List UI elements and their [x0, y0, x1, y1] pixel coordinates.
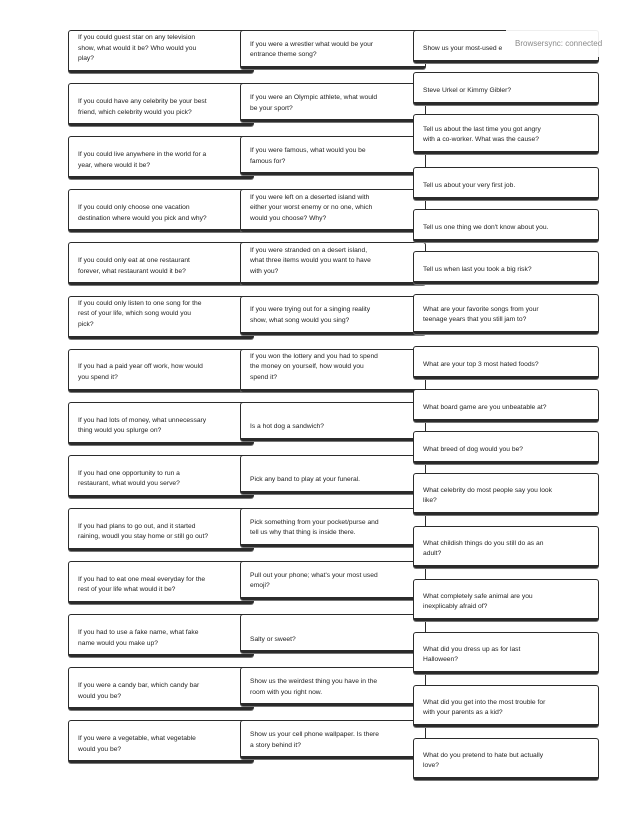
question-text: If you won the lottery and you had to spend the money on yourself, how would you spend it? [250, 352, 378, 381]
question-card[interactable] [413, 114, 599, 154]
question-card[interactable] [68, 614, 254, 657]
question-text: What completely safe animal are you inexplicably afraid of? [423, 592, 533, 611]
question-card[interactable] [68, 242, 254, 285]
question-card[interactable] [413, 389, 599, 422]
question-card[interactable] [240, 189, 426, 232]
question-text: What celebrity do most people say you look like? [423, 486, 552, 505]
question-text: Steve Urkel or Kimmy Gibler? [423, 87, 512, 95]
question-text: What childish things do you still do as an adult? [423, 539, 544, 558]
question-card[interactable] [240, 136, 426, 175]
question-card[interactable] [240, 242, 426, 285]
question-text: If you were left on a deserted island with either your worst enemy or no one, which would you choose? Why? [250, 193, 373, 222]
question-card[interactable] [413, 72, 599, 105]
question-card[interactable] [240, 720, 426, 759]
question-text: Pull out your phone; what's your most used emoji? [250, 571, 378, 590]
question-text: If you had one opportunity to run a restaurant, what would you serve? [78, 469, 180, 488]
question-card[interactable] [413, 685, 599, 727]
question-text: If you could live anywhere in the world for a year, where would it be? [78, 151, 207, 169]
question-text: If you could only listen to one song for the rest of your life, which song would you pick? [78, 299, 202, 328]
question-text: What do you pretend to hate but actually love? [423, 751, 544, 770]
question-text: Tell us when last you took a big risk? [423, 266, 532, 274]
question-text: If you could only eat at one restaurant forever, what restaurant would it be? [78, 257, 190, 275]
question-text: If you were famous, what would you be famous for? [250, 147, 366, 165]
question-text: Tell us about your very first job. [423, 182, 516, 190]
question-text: If you were a candy bar, which candy bar would you be? [78, 682, 200, 700]
question-text: If you were a vegetable, what vegetable would you be? [78, 735, 196, 753]
question-card[interactable] [68, 30, 254, 73]
question-text: If you had a paid year off work, how would you spend it? [78, 363, 203, 381]
question-card[interactable] [240, 349, 426, 392]
question-text: Pick any band to play at your funeral. [250, 476, 361, 484]
question-text: What did you get into the most trouble for with your parents as a kid? [423, 698, 546, 717]
question-card[interactable] [68, 455, 254, 498]
question-card[interactable] [413, 209, 599, 242]
browsersync-notification: Browsersync: connected [506, 30, 638, 57]
question-text: Tell us about the last time you got angry with a co-worker. What was the cause? [423, 125, 541, 144]
question-text: Tell us one thing we don't know about you. [423, 224, 549, 232]
question-text: Show us the weirdest thing you have in the room with you right now. [250, 678, 378, 696]
question-text: If you were an Olympic athlete, what would be your sport? [250, 93, 378, 112]
question-text: What breed of dog would you be? [423, 446, 524, 454]
question-card[interactable] [68, 508, 254, 551]
question-card[interactable] [240, 30, 426, 69]
question-text: If you had to eat one meal everyday for the rest of your life what would it be? [78, 575, 206, 594]
question-text: If you had lots of money, what unnecessary thing would you splurge on? [78, 416, 207, 435]
question-card[interactable] [68, 349, 254, 392]
question-text: What board game are you unbeatable at? [423, 404, 547, 412]
question-text: Pick something from your pocket/purse and tell us why that thing is inside there. [250, 518, 379, 537]
question-text: If you were stranded on a desert island, what three items would you want to have with you? [250, 246, 371, 275]
question-text: If you could guest star on any television show, what would it be? Who would you play? [78, 34, 197, 63]
question-text: Show us your most-used e [423, 45, 503, 53]
question-card[interactable] [240, 402, 426, 441]
question-card[interactable] [68, 136, 254, 179]
question-card[interactable] [240, 83, 426, 122]
question-card[interactable] [240, 614, 426, 653]
question-text: If you were a wrestler what would be your entrance theme song? [250, 40, 374, 59]
question-card[interactable] [68, 561, 254, 604]
question-card[interactable] [413, 738, 599, 780]
question-card[interactable] [240, 455, 426, 494]
question-card[interactable] [413, 294, 599, 334]
question-text: If you could only choose one vacation destination where would you pick and why? [78, 204, 207, 222]
question-text: What did you dress up as for last Halloween? [423, 645, 521, 664]
question-text: If you could have any celebrity be your best friend, which celebrity would you pick? [78, 97, 207, 116]
question-card[interactable] [413, 346, 599, 379]
question-card[interactable] [413, 431, 599, 464]
question-text: If you had to use a fake name, what fake name would you make up? [78, 628, 199, 647]
question-card[interactable] [68, 667, 254, 710]
question-card[interactable] [240, 561, 426, 600]
question-text: Is a hot dog a sandwich? [250, 423, 324, 431]
question-card[interactable] [240, 667, 426, 706]
question-card[interactable] [413, 251, 599, 284]
question-card[interactable] [413, 579, 599, 621]
question-card[interactable] [68, 83, 254, 126]
question-text: Show us your cell phone wallpaper. Is there a story behind it? [250, 731, 379, 749]
question-card[interactable] [240, 296, 426, 335]
question-card[interactable] [413, 473, 599, 515]
question-text: What are your favorite songs from your teenage years that you still jam to? [423, 305, 539, 324]
question-card[interactable] [413, 167, 599, 200]
question-text: If you had plans to go out, and it started raining, woudl you stay home or still go out? [78, 522, 209, 541]
question-card[interactable] [68, 402, 254, 445]
question-card[interactable] [240, 508, 426, 547]
question-card[interactable] [68, 720, 254, 763]
question-card[interactable] [68, 296, 254, 339]
question-card[interactable] [413, 632, 599, 674]
question-text: If you were trying out for a singing reality show, what song would you sing? [250, 306, 371, 324]
question-text: Salty or sweet? [250, 635, 296, 643]
question-card[interactable] [413, 526, 599, 568]
question-text: What are your top 3 most hated foods? [423, 361, 539, 369]
question-card[interactable] [68, 189, 254, 232]
